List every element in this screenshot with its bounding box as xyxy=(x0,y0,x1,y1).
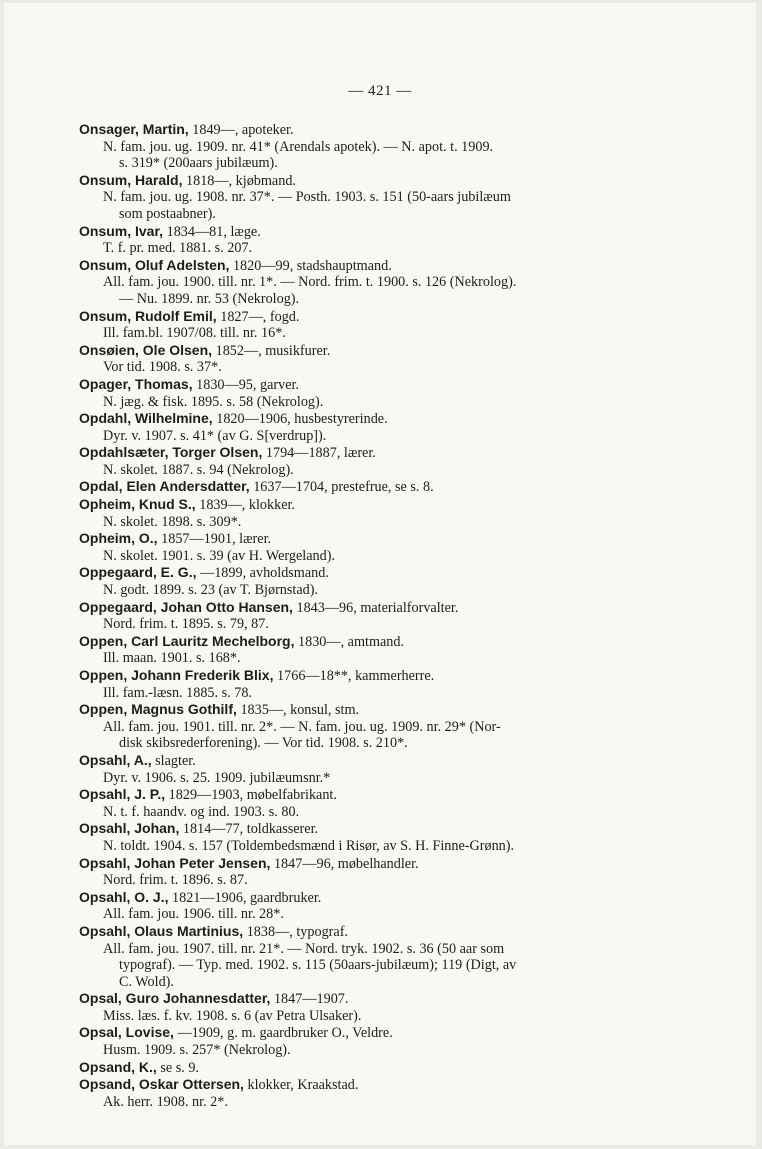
entry-heading xyxy=(79,1076,659,1094)
index-entry xyxy=(79,223,659,257)
entry-description: —1909, g. m. gaardbruker O., Veldre. xyxy=(173,1025,393,1042)
entry-reference: All. fam. jou. 1901. till. nr. 2*. — N. fam. jou. ug. 1909. nr. 29* (Nor- xyxy=(103,718,501,735)
entry-heading xyxy=(79,496,659,514)
bibliography-entries xyxy=(79,121,659,1110)
entry-description: 1814—77, toldkasserer. xyxy=(179,821,319,838)
entry-description: 1794—1887, lærer. xyxy=(262,445,376,462)
index-entry xyxy=(79,786,659,820)
index-entry xyxy=(79,633,659,667)
index-entry xyxy=(79,990,659,1024)
entry-description: 1829—1903, møbelfabrikant. xyxy=(165,787,337,804)
entry-reference: C. Wold). xyxy=(119,973,174,990)
entry-description: 1818—, kjøbmand. xyxy=(182,172,296,189)
entry-reference: All. fam. jou. 1906. till. nr. 28*. xyxy=(103,906,284,923)
entry-name: Opdahl, Wilhelmine, xyxy=(79,410,213,427)
entry-heading xyxy=(79,376,659,394)
entry-heading xyxy=(79,701,659,719)
index-entry xyxy=(79,257,659,308)
entry-description: 1827—, fogd. xyxy=(216,308,300,325)
entry-reference: N. t. f. haandv. og ind. 1903. s. 80. xyxy=(103,803,300,820)
entry-name: Opdahlsæter, Torger Olsen, xyxy=(79,444,263,461)
index-entry xyxy=(79,172,659,223)
entry-reference: — Nu. 1899. nr. 53 (Nekrolog). xyxy=(119,290,300,307)
entry-reference: N. skolet. 1887. s. 94 (Nekrolog). xyxy=(103,461,294,478)
index-entry xyxy=(79,667,659,701)
entry-heading xyxy=(79,752,659,770)
entry-name: Opsahl, Olaus Martinius, xyxy=(79,922,244,939)
entry-heading xyxy=(79,121,659,139)
entry-name: Opsahl, J. P., xyxy=(79,786,166,803)
index-entry xyxy=(79,752,659,786)
entry-heading xyxy=(79,444,659,462)
entry-heading xyxy=(79,1024,659,1042)
entry-description: 1821—1906, gaardbruker. xyxy=(168,889,322,906)
entry-description: 1857—1901, lærer. xyxy=(157,531,272,548)
page-number: — 421 — xyxy=(348,83,412,99)
entry-description: 1838—, typograf. xyxy=(243,923,348,940)
entry-reference: Nord. frim. t. 1896. s. 87. xyxy=(103,872,248,889)
entry-heading xyxy=(79,1059,659,1077)
index-entry xyxy=(79,342,659,376)
entry-reference: disk skibsrederforening). — Vor tid. 1908. s. 210*. xyxy=(119,735,408,752)
entry-reference: N. skolet. 1901. s. 39 (av H. Wergeland). xyxy=(103,547,335,564)
index-entry xyxy=(79,889,659,923)
entry-reference: Nord. frim. t. 1895. s. 79, 87. xyxy=(103,616,269,633)
entry-reference: Vor tid. 1908. s. 37*. xyxy=(103,359,222,376)
entry-reference: N. toldt. 1904. s. 157 (Toldembedsmænd i Risør, av S. H. Finne-Grønn). xyxy=(103,837,515,854)
entry-heading xyxy=(79,633,659,651)
entry-name: Onsager, Martin, xyxy=(79,121,189,137)
entry-name: Oppen, Johann Frederik Blix, xyxy=(79,667,274,683)
entry-reference: N. skolet. 1898. s. 309*. xyxy=(103,513,242,530)
entry-name: Opsahl, A., xyxy=(79,751,152,768)
entry-description: 1834—81, læge. xyxy=(163,223,261,240)
book-page xyxy=(4,3,756,1145)
entry-heading xyxy=(79,172,659,190)
entry-name: Oppegaard, Johan Otto Hansen, xyxy=(79,598,293,615)
entry-description: —1899, avholdsmand. xyxy=(196,565,329,582)
entry-name: Onsum, Ivar, xyxy=(79,222,164,239)
entry-heading xyxy=(79,923,659,941)
index-entry xyxy=(79,410,659,444)
entry-name: Oppegaard, E. G., xyxy=(79,564,197,581)
index-entry xyxy=(79,1076,659,1110)
entry-description: 1835—, konsul, stm. xyxy=(236,702,360,719)
entry-reference: Ill. maan. 1901. s. 168*. xyxy=(103,650,241,667)
index-entry xyxy=(79,376,659,410)
entry-reference: s. 319* (200aars jubilæum). xyxy=(119,155,278,172)
entry-description: klokker, Kraakstad. xyxy=(243,1077,359,1094)
entry-reference: All. fam. jou. 1900. till. nr. 1*. — Nord. frim. t. 1900. s. 126 (Nekrolog). xyxy=(103,274,517,291)
entry-name: Opheim, O., xyxy=(79,530,158,547)
entry-reference: N. jæg. & fisk. 1895. s. 58 (Nekrolog). xyxy=(103,393,324,410)
index-entry xyxy=(79,121,659,172)
entry-name: Opsand, Oskar Ottersen, xyxy=(79,1076,244,1093)
entry-description: 1843—96, materialforvalter. xyxy=(292,599,459,616)
entry-description: 1830—95, garver. xyxy=(192,376,299,393)
entry-reference: Ill. fam.bl. 1907/08. till. nr. 16*. xyxy=(103,325,286,342)
index-entry xyxy=(79,701,659,752)
entry-name: Onsøien, Ole Olsen, xyxy=(79,341,213,358)
entry-name: Opheim, Knud S., xyxy=(79,496,196,513)
entry-name: Opsal, Lovise, xyxy=(79,1024,174,1041)
entry-name: Opsand, K., xyxy=(79,1058,157,1075)
index-entry xyxy=(79,599,659,633)
entry-heading xyxy=(79,478,659,496)
index-entry xyxy=(79,478,659,496)
index-entry xyxy=(79,1059,659,1077)
entry-description: 1820—99, stadshauptmand. xyxy=(229,257,392,274)
entry-name: Oppen, Magnus Gothilf, xyxy=(79,701,237,718)
index-entry xyxy=(79,923,659,990)
entry-description: 1852—, musikfurer. xyxy=(212,342,331,359)
entry-reference: som postaabner). xyxy=(119,205,216,222)
entry-description: slagter. xyxy=(151,752,196,769)
entry-reference: Dyr. v. 1907. s. 41* (av G. S[verdrup]). xyxy=(103,427,327,444)
index-entry xyxy=(79,564,659,598)
entry-reference: Ak. herr. 1908. nr. 2*. xyxy=(103,1093,228,1110)
index-entry xyxy=(79,530,659,564)
entry-name: Opsahl, Johan Peter Jensen, xyxy=(79,854,271,871)
entry-name: Onsum, Rudolf Emil, xyxy=(79,307,217,324)
entry-heading xyxy=(79,990,659,1008)
index-entry xyxy=(79,444,659,478)
entry-reference: Ill. fam.-læsn. 1885. s. 78. xyxy=(103,684,252,701)
index-entry xyxy=(79,820,659,854)
entry-name: Opdal, Elen Andersdatter, xyxy=(79,478,250,495)
entry-heading xyxy=(79,564,659,582)
entry-name: Opsahl, O. J., xyxy=(79,888,169,905)
entry-heading xyxy=(79,889,659,907)
entry-name: Opager, Thomas, xyxy=(79,375,193,392)
entry-reference: Husm. 1909. s. 257* (Nekrolog). xyxy=(103,1042,291,1059)
entry-reference: N. godt. 1899. s. 23 (av T. Bjørnstad). xyxy=(103,582,319,599)
index-entry xyxy=(79,496,659,530)
entry-reference: N. fam. jou. ug. 1908. nr. 37*. — Posth. 1903. s. 151 (50-aars jubilæum xyxy=(103,189,511,206)
entry-heading xyxy=(79,342,659,360)
entry-description: 1637—1704, prestefrue, se s. 8. xyxy=(249,479,434,496)
entry-description: 1847—1907. xyxy=(270,991,349,1008)
entry-heading xyxy=(79,855,659,873)
entry-name: Opsahl, Johan, xyxy=(79,820,180,837)
entry-heading xyxy=(79,223,659,241)
entry-reference: typograf). — Typ. med. 1902. s. 115 (50aars-jubilæum); 119 (Digt, av xyxy=(119,957,517,974)
entry-heading xyxy=(79,599,659,617)
entry-reference: Miss. læs. f. kv. 1908. s. 6 (av Petra Ulsaker). xyxy=(103,1007,362,1024)
entry-description: 1820—1906, husbestyrerinde. xyxy=(212,411,388,428)
entry-description: 1830—, amtmand. xyxy=(294,633,405,650)
entry-reference: N. fam. jou. ug. 1909. nr. 41* (Arendals apotek). — N. apot. t. 1909. xyxy=(103,138,494,155)
entry-name: Onsum, Harald, xyxy=(79,171,183,188)
index-entry xyxy=(79,1024,659,1058)
entry-description: 1847—96, møbelhandler. xyxy=(270,855,419,872)
entry-description: 1849—, apoteker. xyxy=(188,122,294,138)
entry-heading xyxy=(79,308,659,326)
index-entry xyxy=(79,308,659,342)
entry-heading xyxy=(79,667,659,685)
entry-reference: Dyr. v. 1906. s. 25. 1909. jubilæumsnr.* xyxy=(103,769,331,786)
entry-description: 1839—, klokker. xyxy=(195,497,295,514)
entry-name: Opsal, Guro Johannesdatter, xyxy=(79,990,271,1007)
entry-heading xyxy=(79,410,659,428)
entry-description: se s. 9. xyxy=(156,1059,199,1076)
entry-description: 1766—18**, kammerherre. xyxy=(273,668,435,684)
entry-heading xyxy=(79,257,659,275)
entry-reference: T. f. pr. med. 1881. s. 207. xyxy=(103,240,253,257)
index-entry xyxy=(79,855,659,889)
entry-heading xyxy=(79,820,659,838)
entry-heading xyxy=(79,530,659,548)
entry-reference: All. fam. jou. 1907. till. nr. 21*. — Nord. tryk. 1902. s. 36 (50 aar som xyxy=(103,940,505,957)
entry-name: Onsum, Oluf Adelsten, xyxy=(79,256,230,273)
entry-name: Oppen, Carl Lauritz Mechelborg, xyxy=(79,632,295,649)
entry-heading xyxy=(79,786,659,804)
